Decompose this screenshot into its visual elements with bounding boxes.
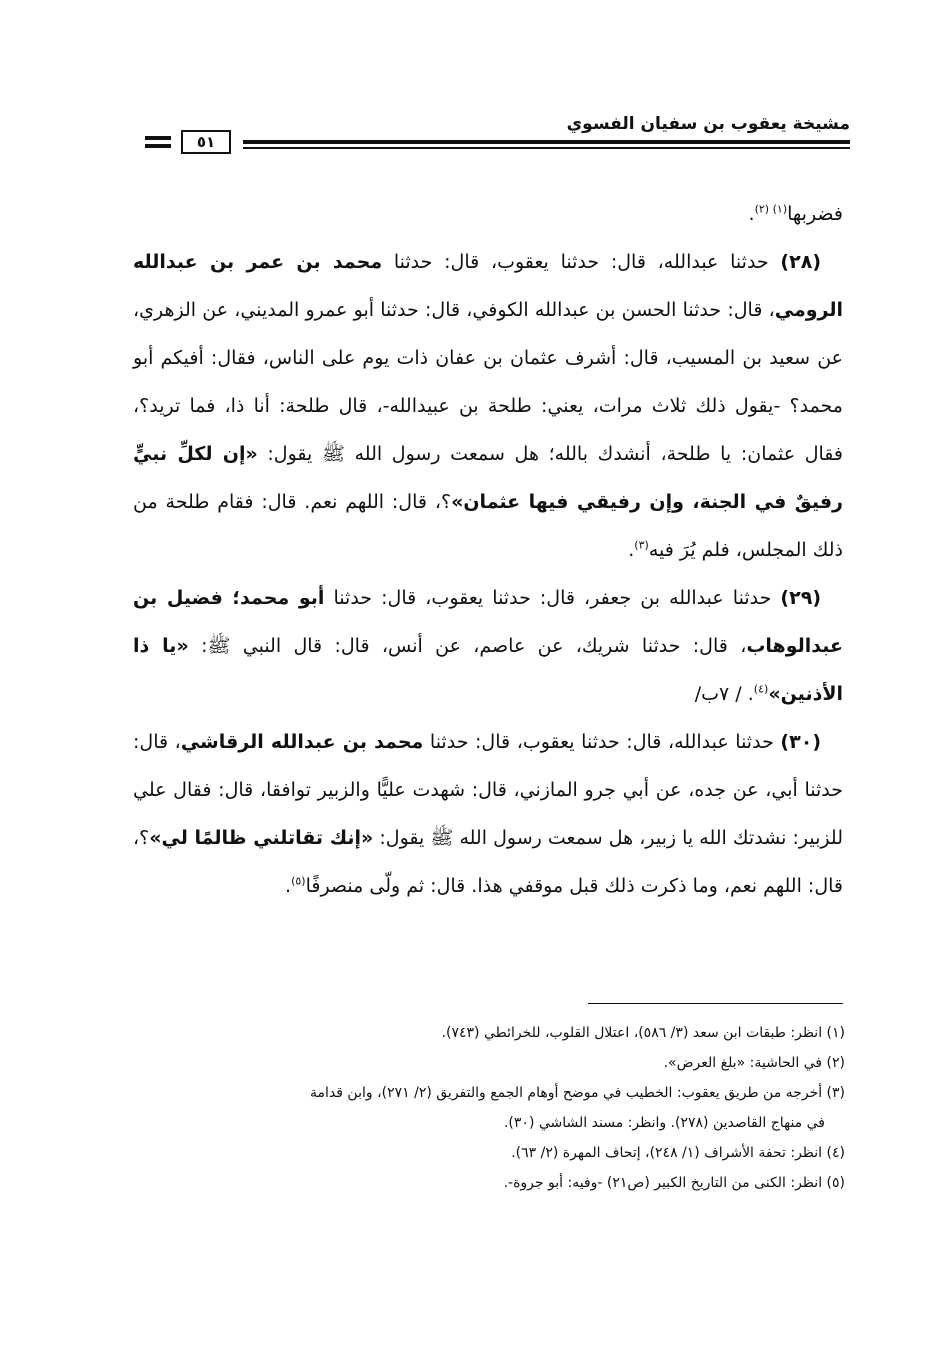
footnote-4: (٤) انظر: تحفة الأشراف (١/ ٢٤٨)، إتحاف المهرة (٢/ ٦٣).	[511, 1145, 845, 1161]
main-text	[133, 190, 843, 910]
footnote-ref: (٣)	[634, 538, 649, 552]
book-title: مشيخة يعقوب بن سفيان الفسوي	[566, 114, 850, 134]
page-number-ornament	[145, 136, 171, 140]
footnote-ref: (٤)	[753, 682, 769, 696]
page-number: ٥١	[181, 130, 231, 154]
hadith-number: (٢٩)	[780, 587, 821, 609]
continuation-paragraph: فضربها$^{(١) (٢)}$.	[748, 202, 843, 225]
hadith-number: (٣٠)	[780, 731, 821, 753]
hadith-text: «إنك تقاتلني ظالمًا لي»	[149, 827, 374, 849]
footnotes	[133, 1018, 845, 1198]
hadith-text: «إن لكلِّ نبيٍّ رفيقٌ في الجنة، وإن رفيقي فيها عثمان»	[133, 443, 843, 513]
footnote-3-continued: في منهاج القاصدين (٢٧٨). وانظر: مسند الشاشي (٣٠).	[503, 1115, 825, 1131]
page-header	[145, 110, 850, 160]
footnote-ref: (٥)	[291, 874, 306, 888]
footnote-5: (٥) انظر: الكنى من التاريخ الكبير (ص٢١) -وفيه: أبو جروة-.	[503, 1175, 845, 1191]
footnote-2: (٢) في الحاشية: «بلغ العرض».	[663, 1055, 845, 1071]
narrator-name: محمد بن عبدالله الرقاشي	[180, 731, 424, 753]
footnote-ref: (١) (٢)	[754, 202, 788, 216]
footnote-3: (٣) أخرجه من طريق يعقوب: الخطيب في موضح أوهام الجمع والتفريق (٢/ ٢٧١)، وابن قدامة	[310, 1085, 845, 1101]
hadith-28: (٢٨) حدثنا عبدالله، قال: حدثنا يعقوب، قال: حدثنا محمد بن عمر بن عبدالله الرومي، قال: حدثنا الحسن بن عبدالله الكوفي، قال: حدثنا أبو عمرو المديني، عن الزهري، عن سعيد بن المسيب، قال: أشرف عثمان بن عفان ذات يوم على الناس، فقال: أفيكم أبو محمد؟ -يقول ذلك ثلاث مرات، يعني: طلحة بن عبيدالله-، قال طلحة: أنا ذا، فما تريد؟، فقال عثمان: يا طلحة، أنشدك بالله؛ هل سمعت رسول الله ﷺ يقول: «إن لكلِّ نبيٍّ رفيقٌ في الجنة، وإن رفيقي فيها عثمان»؟، قال: اللهم نعم. قال: فقام طلحة من ذلك المجلس، فلم يُرَ فيه$^{(٣)}$.	[133, 251, 844, 561]
header-rule-thin	[243, 147, 850, 149]
header-rule	[243, 140, 850, 144]
footnote-1: (١) انظر: طبقات ابن سعد (٣/ ٥٨٦)، اعتلال القلوب، للخرائطي (٧٤٣).	[441, 1025, 845, 1041]
page-number-ornament-lower	[145, 144, 171, 148]
footnote-divider	[588, 1003, 843, 1004]
hadith-30: (٣٠) حدثنا عبدالله، قال: حدثنا يعقوب، قال: حدثنا محمد بن عبدالله الرقاشي، قال: حدثنا أبي، عن جده، عن أبي جرو المازني، قال: شهدت عليًّا والزبير توافقا، قال: فقال علي للزبير: نشدتك الله يا زبير، هل سمعت رسول الله ﷺ يقول: «إنك تقاتلني ظالمًا لي»؟، قال: اللهم نعم، وما ذكرت ذلك قبل موقفي هذا. قال: ثم ولّى منصرفًا$^{(٥)}$.	[133, 731, 843, 897]
hadith-29: (٢٩) حدثنا عبدالله بن جعفر، قال: حدثنا يعقوب، قال: حدثنا أبو محمد؛ فضيل بن عبدالوهاب، قال: حدثنا شريك، عن عاصم، عن أنس، قال: قال النبي ﷺ: «يا ذا الأذنين»$^{(٤)}$. / ٧ب/	[133, 587, 843, 705]
hadith-number: (٢٨)	[780, 251, 821, 273]
narrator-name: محمد بن عمر بن عبدالله الرومي	[133, 251, 843, 321]
narrator-name: أبو محمد؛ فضيل بن عبدالوهاب	[133, 587, 843, 657]
hadith-text: «يا ذا الأذنين»	[133, 635, 843, 705]
